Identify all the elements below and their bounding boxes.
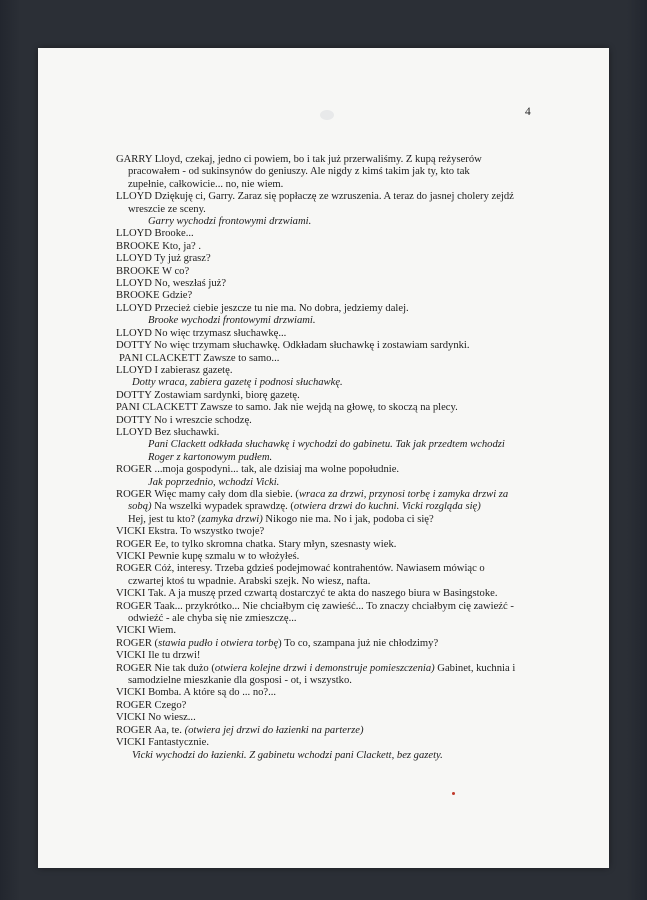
script-line: czwartej ktoś tu wpadnie. Arabski szejk. No wiesz, nafta.	[128, 575, 371, 587]
dialogue-text: ROGER (	[116, 637, 159, 649]
script-line: VICKI Tak. A ja muszę przed czwartą dostarczyć te akta do naszego biura w Basingstoke.	[116, 588, 498, 600]
dialogue-text: Hej, jest tu kto? (	[128, 513, 202, 525]
dialogue-text: ROGER Aa, te.	[116, 724, 185, 736]
dialogue-text: Gabinet, kuchnia i	[434, 662, 516, 674]
script-line	[116, 489, 541, 501]
script-line: BROOKE W co?	[116, 265, 190, 277]
stage-direction: Roger z kartonowym pudłem.	[148, 451, 273, 463]
script-line	[116, 501, 541, 513]
script-line: DOTTY No więc trzymam słuchawkę. Odkładam słuchawkę i zostawiam sardynki.	[116, 340, 470, 352]
script-line: LLOYD Dziękuję ci, Garry. Zaraz się popłaczę ze wzruszenia. A teraz do jasnej cholery zejdź	[116, 191, 514, 203]
script-line: BROOKE Kto, ja? .	[116, 240, 202, 252]
script-line: VICKI Ekstra. To wszystko twoje?	[116, 526, 265, 538]
script-line: ROGER Ee, to tylko skromna chatka. Stary młyn, szesnasty wiek.	[116, 538, 397, 550]
script-line: LLOYD Ty już grasz?	[116, 253, 211, 265]
dialogue-text: ROGER Więc mamy cały dom dla siebie. (	[116, 488, 299, 500]
script-line: LLOYD No więc trzymasz słuchawkę...	[116, 327, 287, 339]
stage-direction: Jak poprzednio, wchodzi Vicki.	[148, 476, 280, 488]
script-line: DOTTY No i wreszcie schodzę.	[116, 414, 252, 426]
stage-direction: Dotty wraca, zabiera gazetę i podnosi słuchawkę.	[132, 377, 343, 389]
red-mark	[452, 792, 455, 795]
script-line: BROOKE Gdzie?	[116, 290, 193, 302]
script-line: VICKI Ile tu drzwi!	[116, 650, 201, 662]
stage-direction: Pani Clackett odkłada słuchawkę i wychodzi do gabinetu. Tak jak przedtem wchodzi	[148, 439, 505, 451]
inline-direction: otwiera drzwi do kuchni. Vicki rozgląda się)	[293, 501, 481, 513]
script-line: VICKI Fantastycznie.	[116, 737, 209, 749]
script-line: wreszcie ze sceny.	[128, 203, 206, 215]
script-line	[116, 514, 541, 526]
inline-direction: stawia pudło i otwiera torbę	[158, 637, 279, 649]
script-line: LLOYD Brooke...	[116, 228, 194, 240]
script-line: zupełnie, całkowicie... no, nie wiem.	[128, 178, 284, 190]
script-line: odwieźć - ale chyba się nie zmieszczę...	[128, 613, 297, 625]
script-line	[116, 638, 541, 650]
inline-direction: wraca za drzwi, przynosi torbę i zamyka drzwi za	[298, 488, 509, 500]
script-line: ROGER Czego?	[116, 699, 187, 711]
dialogue-text: Na wszelki wypadek sprawdzę. (	[151, 501, 294, 513]
inline-direction: otwiera kolejne drzwi i demonstruje pomieszczenia)	[214, 662, 435, 674]
script-line: VICKI Wiem.	[116, 625, 176, 637]
script-line: ROGER Taak... przykrótko... Nie chciałbym cię zawieść... To znaczy chciałbym cię zawieźć -	[116, 600, 514, 612]
script-line: VICKI Pewnie kupę szmalu w to włożyłeś.	[116, 551, 300, 562]
script-line: LLOYD I zabierasz gazetę.	[116, 364, 233, 376]
script-line	[116, 725, 541, 737]
script-line	[116, 663, 541, 675]
script-text	[116, 154, 541, 762]
dialogue-text: ROGER Nie tak dużo (	[116, 662, 215, 674]
script-line: pracowałem - od sukinsynów do geniuszy. Ale nigdy z kimś takim jak ty, kto tak	[128, 166, 470, 178]
scan-smudge	[320, 110, 334, 120]
script-line: VICKI No wiesz...	[116, 712, 196, 724]
page-number: 4	[525, 106, 531, 118]
script-line: VICKI Bomba. A które są do ... no?...	[116, 687, 277, 699]
stage-direction: Garry wychodzi frontowymi drzwiami.	[148, 216, 312, 228]
script-line: LLOYD No, weszłaś już?	[116, 278, 227, 290]
script-line: LLOYD Bez słuchawki.	[116, 426, 220, 438]
dialogue-text: Nikogo nie ma. No i jak, podoba ci się?	[262, 513, 434, 525]
stage-direction: Vicki wychodzi do łazienki. Z gabinetu wchodzi pani Clackett, bez gazety.	[132, 749, 443, 761]
script-line: PANI CLACKETT Zawsze to samo...	[119, 352, 280, 364]
inline-direction: zamyka drzwi)	[201, 513, 263, 525]
stage-direction: Brooke wychodzi frontowymi drzwiami.	[148, 315, 316, 327]
dialogue-text: ) To co, szampana już nie chłodzimy?	[278, 637, 439, 649]
inline-direction: sobą)	[128, 501, 152, 513]
script-line: LLOYD Przecież ciebie jeszcze tu nie ma. No dobra, jedziemy dalej.	[116, 302, 409, 314]
inline-direction: (otwiera jej drzwi do łazienki na parterze)	[184, 724, 364, 736]
script-line: samodzielne mieszkanie dla gosposi - ot, i wszystko.	[128, 675, 352, 687]
script-line: GARRY Lloyd, czekaj, jedno ci powiem, bo i tak już przerwaliśmy. Z kupą reżyserów	[116, 154, 482, 165]
script-line: DOTTY Zostawiam sardynki, biorę gazetę.	[116, 389, 300, 401]
script-line: ROGER Cóż, interesy. Trzeba gdzieś podejmować kontrahentów. Nawiasem mówiąc o	[116, 563, 485, 575]
script-line: ROGER ...moja gospodyni... tak, ale dzisiaj ma wolne popołudnie.	[116, 464, 400, 476]
script-line: PANI CLACKETT Zawsze to samo. Jak nie wejdą na głowę, to skoczą na plecy.	[116, 402, 458, 414]
